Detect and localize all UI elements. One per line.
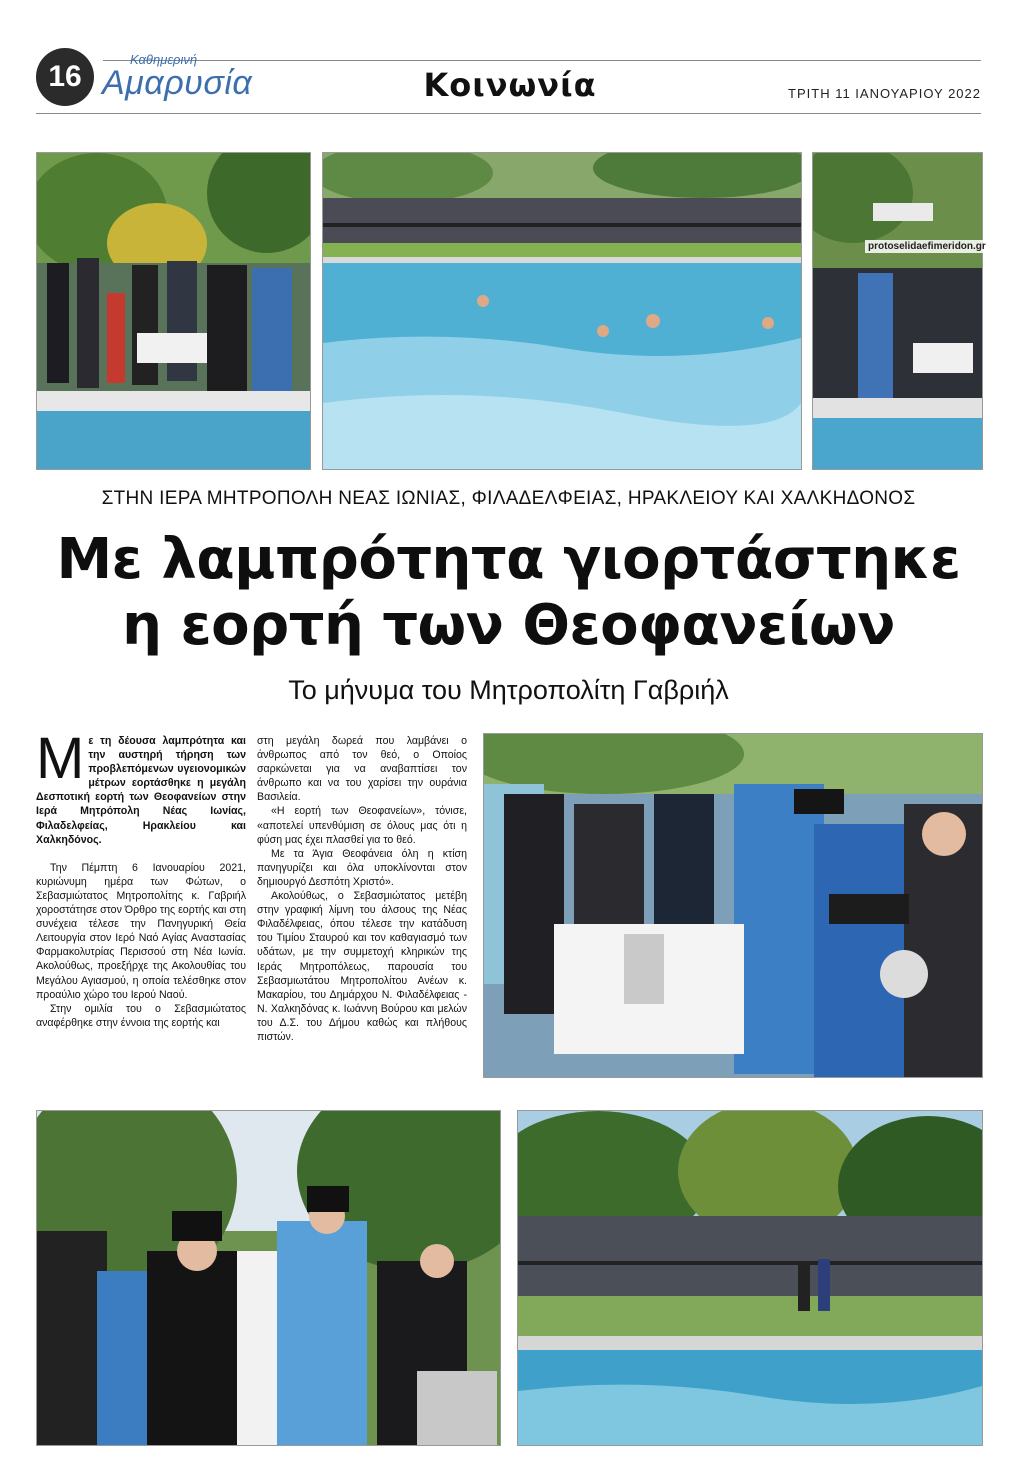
- article-paragraph: Με τα Άγια Θεοφάνεια όλη η κτίση πανηγυρίζει και όλα υποκλίνονται στον δημιουργό Δεσπότη Χριστό».: [257, 847, 467, 888]
- page-number: 16: [36, 48, 94, 106]
- photo-clergy-procession: [36, 1110, 501, 1446]
- article-column-1: [36, 726, 246, 1030]
- article-subhead: Το μήνυμα του Μητροπολίτη Γαβριήλ: [288, 675, 729, 705]
- article-paragraph: Στην ομιλία του ο Σεβασμιώτατος αναφέρθηκε στην έννοια της εορτής και: [36, 1002, 246, 1029]
- article-lead: ε τη δέουσα λαμπρότητα και την αυστηρή τήρηση των προβλεπόμενων υγειονομικών μέτρων εορτάσθηκε η μεγάλη Δεσποτική εορτή των Θεοφανείων στην Ιερά Μητρόπολη Νέας Ιωνίας, Φιλαδελφείας, Ηρακλείου και Χαλκηδόνος.: [36, 735, 246, 846]
- photo-clergy-right: [812, 152, 983, 470]
- photo-clergy-lakeside: [36, 152, 311, 470]
- drop-cap: Μ: [36, 726, 85, 791]
- article-column-2: [257, 734, 467, 1044]
- header-bottom-rule: [36, 113, 981, 114]
- photo-swimmers-lake: [322, 152, 802, 470]
- headline-line-2: η εορτή των Θεοφανείων: [122, 593, 895, 658]
- watermark-text: protoselidaefimeridon.gr: [865, 240, 989, 253]
- headline-line-1: Με λαμπρότητα γιορτάστηκε: [56, 527, 961, 592]
- article-headline: [0, 527, 1017, 659]
- publication-logo: [102, 52, 272, 108]
- section-title: Κοινωνία: [423, 66, 597, 104]
- issue-date: ΤΡΙΤΗ 11 ΙΑΝΟΥΑΡΙΟΥ 2022: [788, 86, 981, 101]
- article-kicker: ΣΤΗΝ ΙΕΡΑ ΜΗΤΡΟΠΟΛΗ ΝΕΑΣ ΙΩΝΙΑΣ, ΦΙΛΑΔΕΛΦΕΙΑΣ, ΗΡΑΚΛΕΙΟΥ ΚΑΙ ΧΑΛΚΗΔΟΝΟΣ: [101, 488, 916, 509]
- article-paragraph: Την Πέμπτη 6 Ιανουαρίου 2021, κυριώνυμη ημέρα των Φώτων, ο Σεβασμιώτατος Μητροπολίτης κ. Γαβριήλ χοροστάτησε στον Όρθρο της εορτής και στη συνέχεια τέλεσε την Πανηγυρική Θεία Λειτουργία στον Ιερό Ναό Αγίας Αναστασίας Φαρμακολυτρίας Περισσού στη Νέα Ιωνία. Ακολούθως, προεξήρχε της Ακολουθίας του Μεγάλου Αγιασμού, η οποία τελέσθηκε στον προαύλιο χώρο του Ιερού Ναού.: [36, 861, 246, 1001]
- logo-big-text: Αμαρυσία: [102, 64, 253, 102]
- article-paragraph: στη μεγάλη δωρεά που λαμβάνει ο άνθρωπος από τον θεό, ο Οποίος σαρκώνεται για να αναβαπτίσει τον άνθρωπο και να του χαρίσει την ουράνια Βασιλεία.: [257, 735, 467, 804]
- photo-crowd-lake: [517, 1110, 983, 1446]
- article-paragraph: Ακολούθως, ο Σεβασμιώτατος μετέβη στην γραφική λίμνη του άλσους της Νέας Φιλαδέλφειας, όπου τέλεσε την κατάδυση του Τιμίου Σταυρού και τον καθαγιασμό των υδάτων, με την συμμετοχή κληρικών της Ιεράς Μητροπόλεως, παρουσία του Σεβασμιωτάτου Μητροπολίτου Ανέων κ. Μακαρίου, του Δημάρχου Ν. Φιλαδέλφειας - Ν. Χαλκηδόνας κ. Ιωάννη Βούρου και μελών του Δ.Σ. του Δήμου καθώς και πλήθους πιστών.: [257, 890, 467, 1043]
- logo-small-text: Καθημερινή: [130, 52, 198, 67]
- article-paragraph: «Η εορτή των Θεοφανείων», τόνισε, «αποτελεί υπενθύμιση σε όλους μας ότι η φύση μας έχει πλασθεί για το θεό.: [257, 805, 467, 846]
- photo-blessing-microphones: [483, 733, 983, 1078]
